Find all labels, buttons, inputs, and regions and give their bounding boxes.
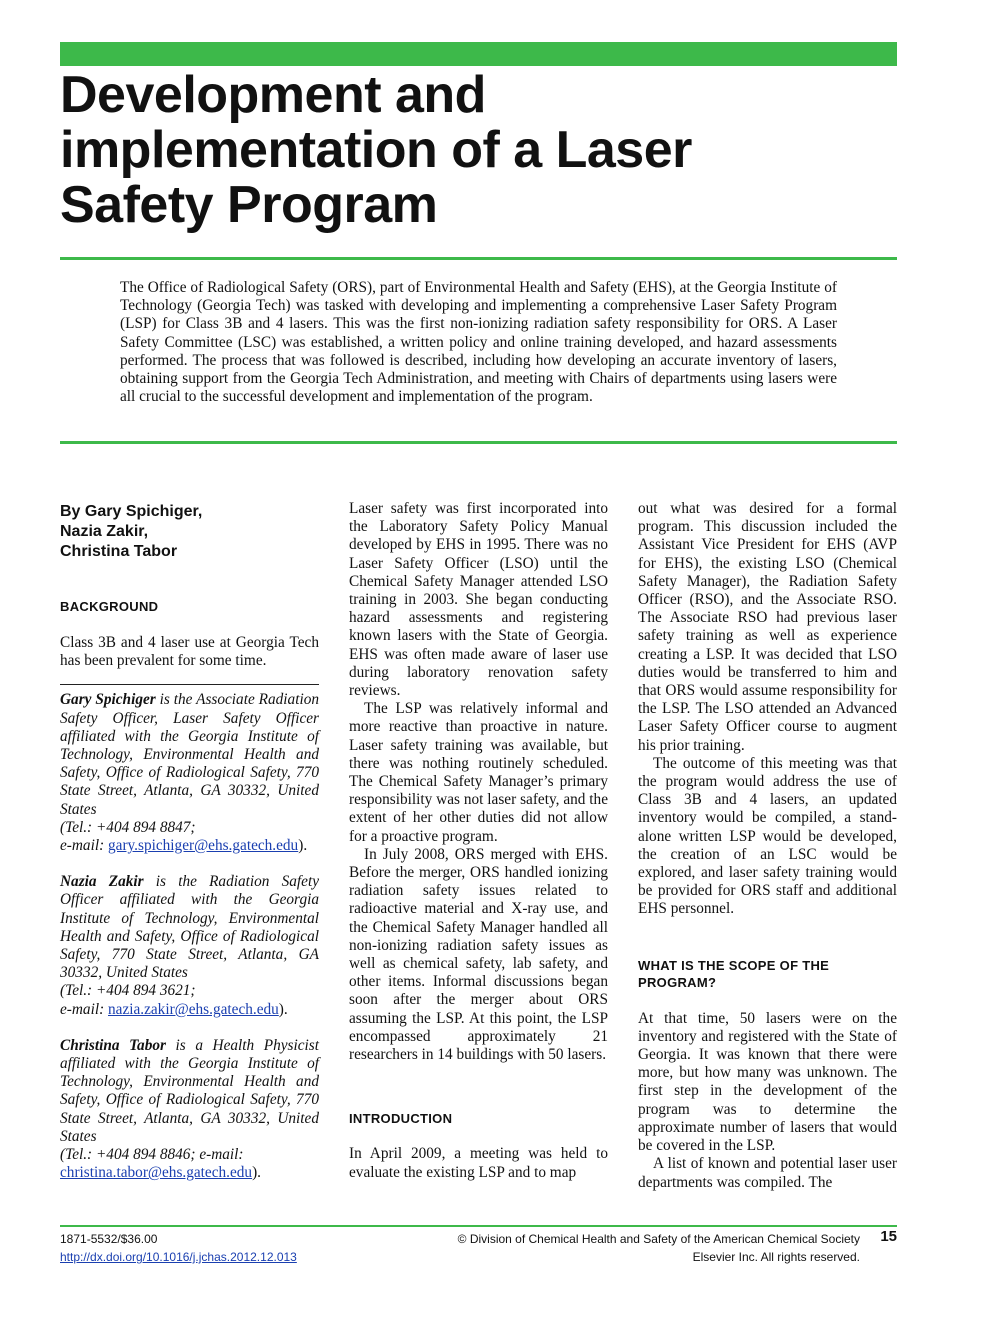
abstract: The Office of Radiological Safety (ORS), part of Environmental Health and Safety (EHS), at the Georgia Institute of Technology (Georgia Tech) was tasked with developing and implementing a comprehensive Laser Safety Program (LSP) for Class 3B and 4 lasers. This was the first non-ionizing radiation safety responsibility for ORS. A Laser Safety Committee (LSC) was established, a written policy and online training developed, and hazard assessments performed. The process that was followed is described, including how developing an accurate inventory of lasers, obtaining support from the Georgia Tech Administration, and meeting with Chairs of departments using lasers were all crucial to the successful development and implementation of the program. [120, 279, 837, 406]
body-paragraph: Laser safety was first incorporated into the Laboratory Safety Policy Manual developed by EHS in 1995. There was no Laser Safety Officer (LSO) until the Chemical Safety Manager attended LSO training in 2003. She began conducting hazard assessments and registering known lasers with the State of Georgia. EHS was often made aware of laser use during laboratory renovation safety reviews. [349, 500, 608, 700]
background-paragraph: Class 3B and 4 laser use at Georgia Tech has been prevalent for some time. [60, 634, 319, 670]
footer-doi-link[interactable]: http://dx.doi.org/10.1016/j.jchas.2012.12.013 [60, 1250, 297, 1264]
scope-paragraph: At that time, 50 lasers were on the inventory and registered with the State of Georgia. It was known that there were more, but how many was unknown. The first step in the development of the program was to determine the approximate number of lasers that would be covered in the LSP. [638, 1009, 897, 1155]
page-number: 15 [880, 1228, 897, 1245]
affiliation-1-email-link[interactable]: gary.spichiger@ehs.gatech.edu [108, 837, 299, 855]
footer-left [60, 1230, 297, 1266]
affiliation-2-tel: (Tel.: +404 894 3621; [60, 982, 196, 1000]
scope-heading: WHAT IS THE SCOPE OF THE PROGRAM? [638, 957, 830, 990]
abstract-top-rule [60, 257, 897, 260]
affiliation-1-tel: (Tel.: +404 894 8847; [60, 818, 196, 836]
affiliation-1-text: is the Associate Radiation Safety Officer, Laser Safety Officer affiliated with the Georgia Institute of Technology, Environmental Health and Safety, Office of Radiological Safety, 770 State Street, Atlanta, GA 30332, United States [60, 691, 320, 818]
affiliation-3-tail: ). [252, 1164, 261, 1182]
footer-issn: 1871-5532/$36.00 [60, 1232, 158, 1246]
footer-rights: Elsevier Inc. All rights reserved. [692, 1250, 860, 1264]
introduction-heading: INTRODUCTION [349, 1111, 453, 1127]
scope-paragraph: A list of known and potential laser user departments was compiled. The [638, 1155, 897, 1191]
body-paragraph: The LSP was relatively informal and more reactive than proactive in nature. Laser safety training was available, but there was nothing routinely scheduled. The Chemical Safety Manager’s primary responsibility was not laser safety, and the extent of her other duties did not allow for a proactive program. [349, 700, 608, 845]
affiliation-2-name: Nazia Zakir [60, 873, 144, 891]
affiliation-1-name: Gary Spichiger [60, 691, 156, 709]
footer-right [458, 1230, 860, 1266]
column-3 [638, 500, 897, 1192]
affiliation-2-email-link[interactable]: nazia.zakir@ehs.gatech.edu [108, 1000, 279, 1018]
affiliation-1 [60, 691, 319, 855]
body-paragraph: In July 2008, ORS merged with EHS. Before the merger, ORS handled ionizing radiation safety issues related to radioactive material and X-ray use, and the Chemical Safety Manager handled all non-ionizing radiation safety issues as well as chemical safety, lab safety, and other items. Informal discussions began soon after the merger about ORS assuming the LSP. At this point, the LSP encompassed approximately 21 researchers in 14 buildings with 50 lasers. [349, 845, 608, 1064]
affiliation-2 [60, 873, 319, 1019]
background-heading: BACKGROUND [60, 599, 159, 614]
body-paragraph: out what was desired for a formal program. This discussion included the Assistant Vice President for EHS (AVP for EHS), the existing LSO (Chemical Safety Manager), the Radiation Safety Officer (RSO), and the Associate RSO. The Associate RSO had previous laser safety training as well as experience creating a LSP. It was decided that LSO duties would be transferred to him and that ORS would assume responsibility for the LSP. The LSO attended an Advanced Laser Safety Officer course to augment his prior training. [638, 500, 897, 754]
footer-rule [60, 1225, 897, 1227]
introduction-paragraph: In April 2009, a meeting was held to evaluate the existing LSP and to map [349, 1145, 608, 1181]
affiliation-2-tail: ). [278, 1000, 288, 1018]
byline-author-1: By Gary Spichiger, [60, 503, 203, 520]
footer-copyright: © Division of Chemical Health and Safety of the American Chemical Society [457, 1232, 860, 1246]
affiliation-2-text: is the Radiation Safety Officer affiliated with the Georgia Institute of Technology, Environmental Health and Safety, Office of Radiological Safety, 770 State Street, Atlanta, GA 30332, United States [60, 873, 319, 982]
column-2 [349, 500, 608, 1182]
byline-author-3: Christina Tabor [60, 543, 178, 560]
author-byline [60, 502, 319, 562]
affiliation-3-text: is a Health Physicist affiliated with the Georgia Institute of Technology, Environmental Health and Safety, Office of Radiological Safety, 770 State Street, Atlanta, GA 30332, United States [60, 1036, 319, 1145]
abstract-bottom-rule [60, 441, 897, 444]
body-paragraph: The outcome of this meeting was that the program would address the use of Class 3B and 4 lasers, an updated inventory would be compiled, a stand-alone written LSP would be developed, the creation of an LSC would be explored, and laser safety training would be provided for ORS staff and additional EHS personnel. [638, 754, 897, 918]
affiliation-1-tail: ). [298, 837, 308, 855]
affiliation-1-email-label: e-mail: [60, 837, 108, 855]
affiliations-rule [60, 684, 319, 685]
affiliation-3 [60, 1037, 319, 1183]
column-1 [60, 500, 319, 1182]
affiliation-3-email-link[interactable]: christina.tabor@ehs.gatech.edu [60, 1164, 253, 1182]
byline-author-2: Nazia Zakir, [60, 523, 149, 540]
article-title: Development and implementation of a Laser Safety Program [60, 66, 692, 234]
header-accent-bar [60, 42, 897, 66]
affiliation-2-email-label: e-mail: [60, 1000, 108, 1018]
affiliation-3-tel: (Tel.: +404 894 8846; e-mail: [60, 1146, 244, 1164]
affiliation-3-name: Christina Tabor [60, 1036, 166, 1054]
